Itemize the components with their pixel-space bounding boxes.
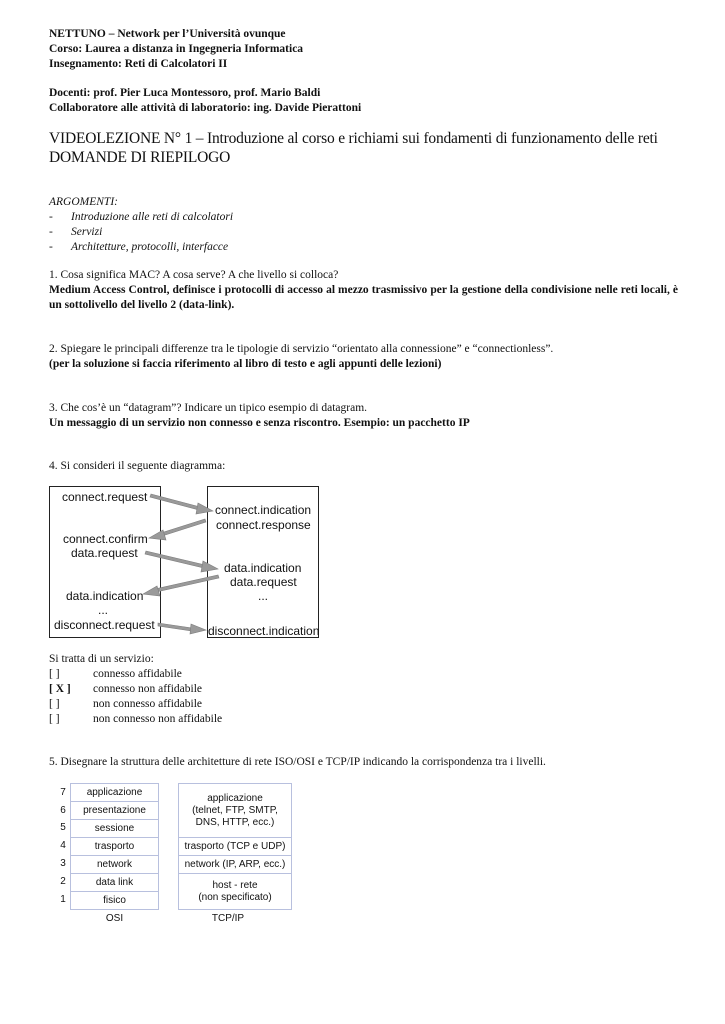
tcpip-application-layer: applicazione (telnet, FTP, SMTP, DNS, HTTP, ecc.) <box>178 783 292 838</box>
right-primitive: data.indication <box>224 561 302 575</box>
teachers-line: Docenti: prof. Pier Luca Montessoro, prof. Mario Baldi <box>49 87 321 99</box>
institution-line: NETTUNO – Network per l’Università ovunque <box>49 28 286 40</box>
left-primitive: connect.confirm <box>63 532 148 546</box>
osi-layer-number: 7 <box>60 787 66 798</box>
left-primitive: disconnect.request <box>54 618 155 632</box>
collaborator-line: Collaboratore alle attività di laboratorio: ing. Davide Pierattoni <box>49 102 362 114</box>
left-primitive: connect.request <box>62 490 148 504</box>
osi-layer: presentazione <box>70 801 159 820</box>
right-primitive: disconnect.indication <box>208 624 320 638</box>
arrow-connect-confirm <box>149 519 206 540</box>
tcpip-host-network-layer: host - rete (non specificato) <box>178 873 292 910</box>
question-5: 5. Disegnare la struttura delle architetture di rete ISO/OSI e TCP/IP indicando la corrispondenza tra i livelli. <box>49 756 546 768</box>
arrow-data-request <box>145 551 218 572</box>
right-primitive: data.request <box>230 575 297 589</box>
osi-layer-number: 2 <box>60 876 66 887</box>
option-checkbox: [ ] <box>49 668 60 680</box>
left-primitive: data.request <box>71 546 138 560</box>
option-checkbox: [ ] <box>49 698 60 710</box>
service-option: [ ] non connesso non affidabile <box>49 713 223 725</box>
answer-1: Medium Access Control, definisce i protocolli di accesso al mezzo trasmissivo per la gestione della condivisione nelle reti locali, è un sottolivello del livello 2 (data-link). <box>49 284 678 311</box>
question-4: 4. Si consideri il seguente diagramma: <box>49 460 226 472</box>
osi-layer-number: 6 <box>60 805 66 816</box>
topic-item: - Servizi <box>49 226 103 238</box>
answer-2: (per la soluzione si faccia riferimento al libro di testo e agli appunti delle lezioni) <box>49 358 442 370</box>
topic-item: - Introduzione alle reti di calcolatori <box>49 211 234 223</box>
topics-heading: ARGOMENTI: <box>49 196 118 208</box>
service-intro: Si tratta di un servizio: <box>49 653 154 665</box>
left-primitive: ... <box>98 603 109 617</box>
osi-label: OSI <box>105 913 124 924</box>
osi-layer: sessione <box>70 819 159 838</box>
arrow-data-indication <box>143 575 219 596</box>
tcpip-network-layer: network (IP, ARP, ecc.) <box>178 855 292 874</box>
osi-layer: applicazione <box>70 783 159 802</box>
osi-layer-number: 1 <box>60 894 66 905</box>
osi-layer-number: 5 <box>60 822 66 833</box>
lecture-title: VIDEOLEZIONE N° 1 – Introduzione al corso e richiami sui fondamenti di funzionamento delle reti <box>49 130 658 147</box>
option-checkbox: [ X ] <box>49 683 71 695</box>
tcpip-transport-layer: trasporto (TCP e UDP) <box>178 837 292 856</box>
course-line: Corso: Laurea a distanza in Ingegneria Informatica <box>49 43 304 55</box>
right-primitive: ... <box>258 589 269 603</box>
osi-layer-number: 3 <box>60 858 66 869</box>
osi-layer-number: 4 <box>60 840 66 851</box>
osi-layer: network <box>70 855 159 874</box>
answer-3: Un messaggio di un servizio non connesso e senza riscontro. Esempio: un pacchetto IP <box>49 417 470 429</box>
question-2: 2. Spiegare le principali differenze tra le tipologie di servizio “orientato alla connessione” e “connectionless”. <box>49 343 554 355</box>
section-title: DOMANDE DI RIEPILOGO <box>49 149 231 166</box>
service-option: [ ] connesso affidabile <box>49 668 182 680</box>
service-option-selected: [ X ] connesso non affidabile <box>49 683 203 695</box>
right-primitive: connect.indication <box>215 503 312 517</box>
left-primitive: data.indication <box>66 589 144 603</box>
service-option: [ ] non connesso affidabile <box>49 698 203 710</box>
question-1: 1. Cosa significa MAC? A cosa serve? A che livello si colloca? <box>49 269 339 281</box>
osi-layer: trasporto <box>70 837 159 856</box>
topic-item: - Architetture, protocolli, interfacce <box>49 241 229 253</box>
osi-layer: data link <box>70 873 159 892</box>
right-primitive: connect.response <box>216 518 311 532</box>
osi-layer: fisico <box>70 891 159 910</box>
tcpip-label: TCP/IP <box>211 913 245 924</box>
option-checkbox: [ ] <box>49 713 60 725</box>
question-3: 3. Che cos’è un “datagram”? Indicare un tipico esempio di datagram. <box>49 402 368 414</box>
subject-line: Insegnamento: Reti di Calcolatori II <box>49 58 228 70</box>
arrow-connect-request <box>150 494 213 514</box>
arrow-disconnect <box>158 623 206 634</box>
